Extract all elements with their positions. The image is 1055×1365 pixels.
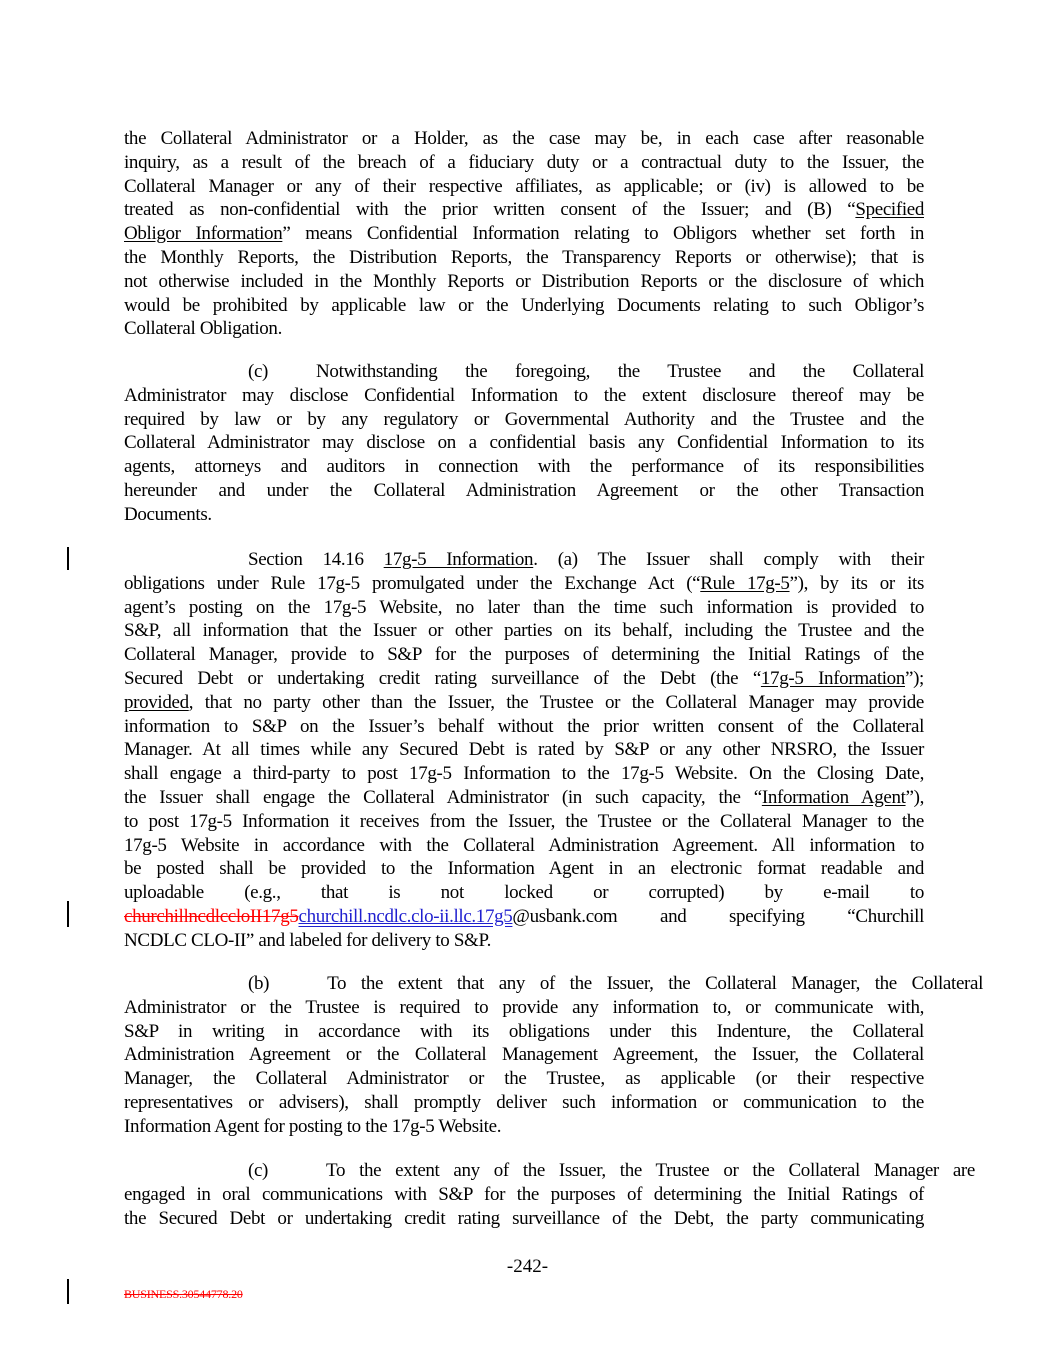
text-line: Administrator or the Trustee is required to provide any information to, or communicate with,	[124, 996, 924, 1018]
inserted-email-link[interactable]: churchill.ncdlc.clo-ii.llc.17g5	[298, 905, 513, 927]
paragraph-confidential-definitions	[124, 127, 924, 341]
text-line: the Collateral Administrator or a Holder, as the case may be, in each case after reasonable	[124, 128, 924, 149]
text-segment: treated as non-confidential with the prior written consent of the Issuer; and (B) “	[124, 199, 856, 221]
text-line	[124, 691, 924, 715]
text-line: information to S&P on the Issuer’s behalf without the prior written consent of the Collateral	[124, 715, 924, 737]
text-segment: To the extent that any of the Issuer, the Collateral Manager, the Collateral	[327, 973, 984, 994]
paragraph-b-written-communications	[124, 972, 984, 1139]
footer-document-id-deleted: BUSINESS.30544778.20	[124, 1287, 243, 1301]
text-line: to post 17g-5 Information it receives from the Issuer, the Trustee or the Collateral Manager to the	[124, 810, 924, 832]
text-segment: Notwithstanding the foregoing, the Trustee and the Collateral	[316, 361, 924, 382]
defined-term-specified-obligor-information-cont: Obligor Information	[124, 223, 283, 245]
paragraph-c-oral-communications	[124, 1159, 975, 1230]
text-line	[124, 667, 924, 691]
text-line: Collateral Manager or any of their respective affiliates, as applicable; or (iv) is allowed to be	[124, 175, 924, 197]
text-line: the Secured Debt or undertaking credit rating surveillance of the Debt, the party communicating	[124, 1207, 924, 1229]
text-line: Collateral Administrator may disclose on a confidential basis any Confidential Information to its	[124, 432, 924, 454]
defined-term-rule-17g5: Rule 17g-5	[700, 572, 790, 594]
text-line: be posted shall be provided to the Information Agent in an electronic format readable and	[124, 858, 924, 880]
text-segment: obligations under Rule 17g-5 promulgated under the Exchange Act (“	[124, 572, 701, 594]
text-line	[124, 972, 984, 996]
section-heading-period: .	[533, 549, 538, 570]
defined-term-specified-obligor-information: Specified	[855, 199, 924, 221]
text-line: S&P, all information that the Issuer or other parties on its behalf, including the Trustee and the	[124, 620, 924, 642]
text-line: Collateral Obligation.	[124, 318, 282, 340]
text-line: agents, attorneys and auditors in connection with the performance of its responsibilities	[124, 456, 924, 478]
text-segment: , that no party other than the Issuer, the Trustee or the Collateral Manager may provide	[188, 691, 924, 713]
text-line: hereunder and under the Collateral Administration Agreement or the other Transaction	[124, 479, 924, 501]
revision-change-bar	[67, 547, 69, 570]
defined-term-17g5-information: 17g-5 Information	[760, 667, 905, 689]
text-line	[124, 572, 924, 596]
text-line: Collateral Manager, provide to S&P for the purposes of determining the Initial Ratings of the	[124, 644, 924, 666]
text-line: Documents.	[124, 503, 212, 525]
text-segment: ”);	[904, 667, 924, 689]
text-line	[124, 1159, 975, 1183]
text-segment: the Issuer shall engage the Collateral Administrator (in such capacity, the “	[124, 786, 762, 808]
text-line: representatives or advisers), shall promptly deliver such information or communication to the	[124, 1091, 924, 1113]
text-line: Administrator may disclose Confidential Information to the extent disclosure thereof may be	[124, 384, 924, 406]
text-line	[124, 198, 924, 222]
text-line: Manager, the Collateral Administrator or the Trustee, as applicable (or their respective	[124, 1068, 924, 1090]
text-segment: ”), by its or its	[789, 572, 924, 594]
text-line: required by law or by any regulatory or Governmental Authority and the Trustee and the	[124, 408, 924, 430]
text-line: Administration Agreement or the Collateral Management Agreement, the Issuer, the Collateral	[124, 1044, 924, 1066]
term-provided: provided	[124, 691, 189, 713]
text-line: agent’s posting on the 17g-5 Website, no later than the time such information is provided to	[124, 596, 924, 618]
text-line	[124, 548, 924, 572]
text-segment: To the extent any of the Issuer, the Trustee or the Collateral Manager are	[326, 1160, 975, 1181]
text-line	[124, 360, 924, 384]
text-line: not otherwise included in the Monthly Reports or Distribution Reports or the disclosure of which	[124, 270, 924, 292]
page-number: -242-	[506, 1256, 549, 1277]
text-segment: Secured Debt or undertaking credit rating surveillance of the Debt (the “	[124, 667, 761, 689]
text-line: Information Agent for posting to the 17g-5 Website.	[124, 1115, 502, 1137]
text-line: S&P in writing in accordance with its obligations under this Indenture, the Collateral	[124, 1020, 924, 1042]
text-line	[124, 786, 924, 810]
clause-label: (c)	[248, 361, 269, 382]
section-heading: 17g-5 Information	[383, 549, 534, 570]
deleted-email-text: churchillncdlccloII17g5	[124, 905, 299, 927]
text-segment: ”),	[905, 786, 924, 808]
text-line: 17g-5 Website in accordance with the Collateral Administration Agreement. All information to	[124, 834, 924, 856]
paragraph-c-notwithstanding	[124, 360, 924, 527]
section-number: Section 14.16	[248, 549, 364, 570]
text-line: would be prohibited by applicable law or the Underlying Documents relating to such Obligor’s	[124, 294, 924, 316]
text-line	[124, 905, 924, 929]
text-line: NCDLC CLO-II” and labeled for delivery to S&P.	[124, 929, 491, 951]
revision-change-bar	[67, 901, 69, 927]
revision-change-bar	[67, 1279, 69, 1304]
section-14-16-17g5-information	[124, 548, 924, 953]
text-line	[124, 222, 924, 246]
text-segment: (a) The Issuer shall comply with their	[557, 549, 924, 570]
text-line: inquiry, as a result of the breach of a fiduciary duty or a contractual duty to the Issuer, the	[124, 151, 924, 173]
text-line: Manager. At all times while any Secured Debt is rated by S&P or any other NRSRO, the Issuer	[124, 739, 924, 761]
text-segment: ” means Confidential Information relating to Obligors whether set forth in	[282, 223, 924, 245]
clause-label: (b)	[248, 973, 270, 994]
text-line: shall engage a third-party to post 17g-5 Information to the 17g-5 Website. On the Closing Date,	[124, 763, 924, 785]
text-line: engaged in oral communications with S&P for the purposes of determining the Initial Ratings of	[124, 1183, 924, 1205]
text-line: the Monthly Reports, the Distribution Reports, the Transparency Reports or otherwise); that is	[124, 246, 924, 268]
text-line: uploadable (e.g., that is not locked or corrupted) by e-mail to	[124, 882, 924, 904]
text-segment: @usbank.com and specifying “Churchill	[512, 905, 924, 927]
clause-label: (c)	[248, 1160, 269, 1181]
defined-term-information-agent: Information Agent	[761, 786, 906, 808]
